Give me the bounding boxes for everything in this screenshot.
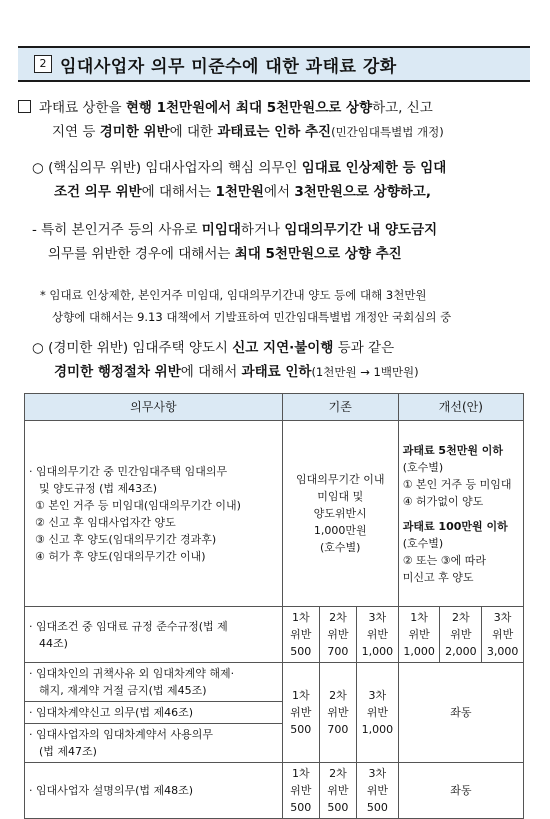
table-header-row: [25, 394, 524, 421]
header-current: 기존: [282, 394, 398, 421]
section-number: 2: [34, 55, 52, 73]
current-3rd: 3차 위반 1,000: [356, 663, 398, 763]
paragraph-minor-violation: ○ (경미한 위반) 임대주택 양도시 신고 지연·불이행 등과 같은 경미한 행정절차 위반에 대해서 과태료 인하(1천만원 → 1백만원): [32, 340, 419, 380]
improved-2nd: 2차 위반 2,000: [440, 607, 482, 663]
penalty-table: [24, 393, 524, 819]
current-3rd: 3차 위반 500: [356, 763, 398, 819]
improved-1st: 1차 위반 1,000: [398, 607, 440, 663]
duty-cell: · 임대의무기간 중 민간임대주택 임대의무 및 양도규정 (법 제43조) ① 본인 거주 등 미임대(임대의무기간 이내) ② 신고 후 임대사업자간 양도 ③ 신고 후 양도(임대의무기간 경과후) ④ 허가 후 양도(임대의무기간 이내): [25, 421, 283, 607]
table-row: [25, 607, 524, 663]
improved-same-cell: 좌동: [398, 763, 523, 819]
current-2nd: 2차 위반 500: [319, 763, 356, 819]
checkbox-bullet-icon: [18, 100, 31, 113]
current-1st: 1차 위반 500: [282, 763, 319, 819]
current-3rd: 3차 위반 1,000: [356, 607, 398, 663]
section-title-box: [18, 46, 530, 82]
improved-3rd: 3차 위반 3,000: [482, 607, 524, 663]
current-2nd: 2차 위반 700: [319, 607, 356, 663]
current-1st: 1차 위반 500: [282, 663, 319, 763]
improved-cell: 과태료 5천만원 이하 (호수별) ① 본인 거주 등 미임대 ④ 허가없이 양도 과태료 100만원 이하 (호수별) ② 또는 ③에 따라 미신고 후 양도: [398, 421, 523, 607]
table-row: [25, 663, 524, 702]
header-improved: 개선(안): [398, 394, 523, 421]
section-title: 임대사업자 의무 미준수에 대한 과태료 강화: [60, 56, 397, 77]
duty-cell: · 임대사업자 설명의무(법 제48조): [25, 763, 283, 819]
table-row: [25, 763, 524, 819]
improved-same-cell: 좌동: [398, 663, 523, 763]
paragraph-special-case: - 특히 본인거주 등의 사유로 미임대하거나 임대의무기간 내 양도금지 의무를 위반한 경우에 대해서는 최대 5천만원으로 상향 추진: [32, 222, 438, 262]
current-1st: 1차 위반 500: [282, 607, 319, 663]
duty-cell: · 임대차계약신고 의무(법 제46조): [25, 702, 283, 724]
duty-cell: · 임대사업자의 임대차계약서 사용의무 (법 제47조): [25, 724, 283, 763]
duty-cell: · 임대차인의 귀책사유 외 임대차계약 해제· 해지, 재계약 거절 금지(법 제45조): [25, 663, 283, 702]
header-duty: 의무사항: [25, 394, 283, 421]
paragraph-core-violation: ○ (핵심의무 위반) 임대사업자의 핵심 의무인 임대료 인상제한 등 임대 조건 의무 위반에 대해서는 1천만원에서 3천만원으로 상향하고,: [32, 160, 447, 200]
paragraph-overview: 과태료 상한을 현행 1천만원에서 최대 5천만원으로 상향하고, 신고 지연 등 경미한 위반에 대한 과태료는 인하 추진(민간임대특별법 개정): [18, 96, 534, 144]
table-row: [25, 421, 524, 607]
duty-cell: · 임대조건 중 임대료 규정 준수규정(법 제 44조): [25, 607, 283, 663]
footnote: * 임대료 인상제한, 본인거주 미임대, 임대의무기간내 양도 등에 대해 3천만원 상향에 대해서는 9.13 대책에서 기발표하여 민간임대특별법 개정안 국회심의 중: [40, 288, 452, 324]
current-cell: 임대의무기간 이내 미임대 및 양도위반시 1,000만원 (호수별): [282, 421, 398, 607]
current-2nd: 2차 위반 700: [319, 663, 356, 763]
